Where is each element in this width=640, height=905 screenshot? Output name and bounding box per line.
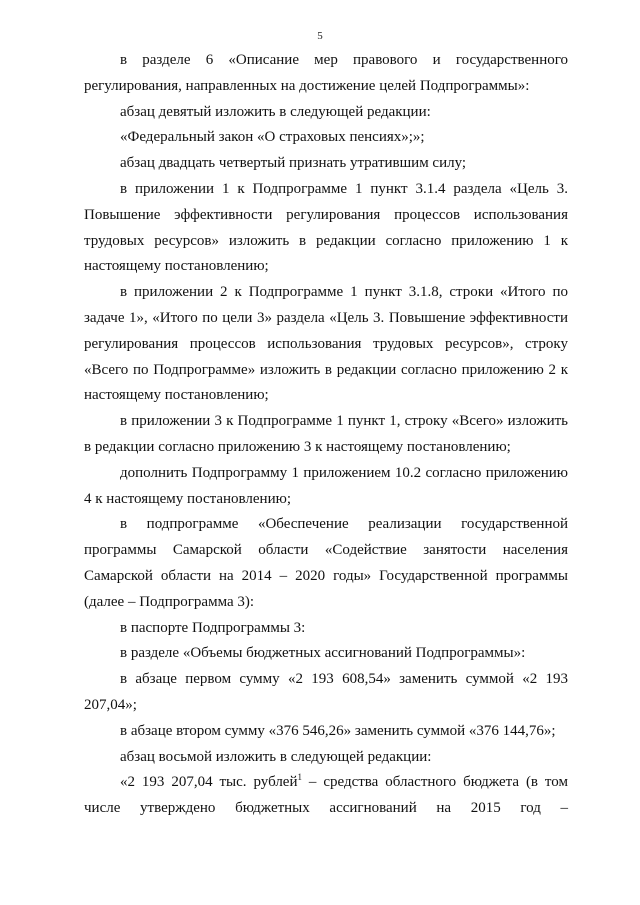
paragraph: в подпрограмме «Обеспечение реализации государственной программы Самарской области «Содействие занятости населения Самарской области на 2014 – 2020 годы» Государственной программы (далее – Подпрограмма 3):: [84, 516, 568, 610]
paragraph: дополнить Подпрограмму 1 приложением 10.2 согласно приложению 4 к настоящему постановлению;: [84, 464, 568, 507]
paragraph: «Федеральный закон «О страховых пенсиях»;»;: [120, 129, 425, 146]
paragraph: в приложении 1 к Подпрограмме 1 пункт 3.1.4 раздела «Цель 3. Повышение эффективности регулирования процессов использования трудовых ресурсов» изложить в редакции согласно приложению 1 к настоящему постановлению;: [84, 180, 568, 275]
paragraph: в приложении 3 к Подпрограмме 1 пункт 1, строку «Всего» изложить в редакции согласно приложению 3 к настоящему постановлению;: [84, 413, 568, 455]
footnote-text-before: «2 193 207,04 тыс. рублей: [120, 774, 298, 791]
footnote-text-after: – средства областного бюджета (в том числе утверждено бюджетных ассигнований на 2015 год –: [84, 774, 568, 817]
paragraph: абзац восьмой изложить в следующей редакции:: [120, 748, 432, 765]
paragraph: в разделе 6 «Описание мер правового и государственного регулирования, направленных на достижение целей Подпрограммы»:: [84, 52, 568, 94]
page-number: 5: [317, 30, 323, 42]
paragraph: абзац девятый изложить в следующей редакции:: [120, 103, 431, 120]
footnote-marker: 1: [297, 772, 302, 783]
paragraph: в разделе «Объемы бюджетных ассигнований Подпрограммы»:: [120, 645, 526, 662]
paragraph: в паспорте Подпрограммы 3:: [120, 619, 306, 636]
paragraph-with-footnote: [84, 770, 568, 822]
paragraph: в приложении 2 к Подпрограмме 1 пункт 3.1.8, строки «Итого по задаче 1», «Итого по цели 3» раздела «Цель 3. Повышение эффективности регулирования процессов использования трудовых ресурсов», строку «Всего по Подпрограмме» изложить в редакции согласно приложению 2 к настоящему постановлению;: [84, 284, 568, 404]
paragraph: абзац двадцать четвертый признать утратившим силу;: [120, 155, 467, 172]
paragraph: в абзаце первом сумму «2 193 608,54» заменить суммой «2 193 207,04»;: [84, 671, 568, 713]
paragraph: в абзаце втором сумму «376 546,26» заменить суммой «376 144,76»;: [120, 722, 556, 739]
document-body: [84, 48, 568, 822]
